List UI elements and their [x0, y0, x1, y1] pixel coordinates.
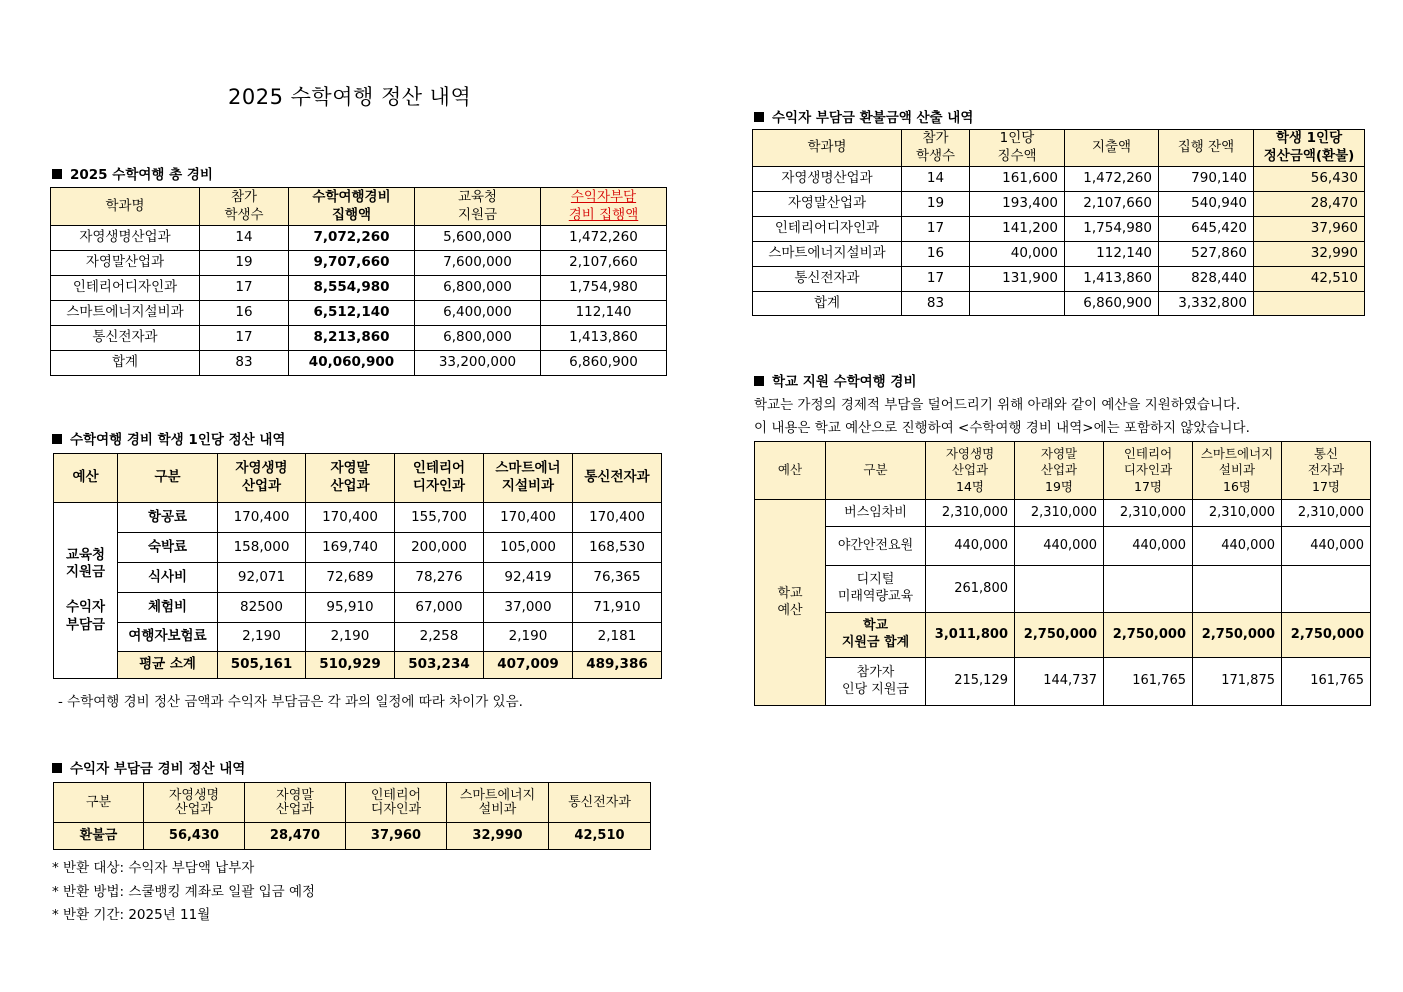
table-cell: 440,000 — [1282, 527, 1371, 566]
table-cell: 1,472,260 — [1065, 167, 1159, 192]
column-header: 1인당 징수액 — [970, 130, 1065, 167]
table-cell: 71,910 — [573, 593, 662, 623]
table-cell: 42,510 — [1254, 267, 1365, 292]
per-student-table — [53, 453, 662, 679]
table-cell: 2,107,660 — [541, 251, 667, 276]
table-cell: 33,200,000 — [415, 351, 541, 376]
table-row — [51, 276, 667, 301]
column-header: 예산 — [755, 442, 826, 500]
row-label: 항공료 — [118, 503, 218, 533]
table-cell: 2,750,000 — [1015, 613, 1104, 658]
column-header: 인테리어 디자인과 — [346, 783, 447, 823]
table-cell: 790,140 — [1159, 167, 1254, 192]
table-cell: 161,765 — [1282, 658, 1371, 706]
row-label: 자영말산업과 — [753, 192, 902, 217]
table-cell: 3,332,800 — [1159, 292, 1254, 316]
table-row — [753, 167, 1365, 192]
section-per-student-heading: 수학여행 경비 학생 1인당 정산 내역 — [52, 428, 285, 448]
table-cell: 32,990 — [1254, 242, 1365, 267]
table-cell: 112,140 — [541, 301, 667, 326]
column-header: 자영생명 산업과 — [218, 454, 306, 503]
table-row — [755, 527, 1371, 566]
table-cell: 200,000 — [395, 533, 484, 563]
table-cell: 42,510 — [549, 823, 651, 850]
refund-note-method: * 반환 방법: 스쿨뱅킹 계좌로 일괄 입금 예정 — [52, 884, 316, 900]
bullet-square-icon — [754, 376, 764, 386]
row-label: 자영말산업과 — [51, 251, 200, 276]
table-cell: 2,181 — [573, 623, 662, 652]
table-cell: 170,400 — [484, 503, 573, 533]
table-cell: 168,530 — [573, 533, 662, 563]
table-cell: 78,276 — [395, 563, 484, 593]
column-header: 스마트에너 지설비과 — [484, 454, 573, 503]
column-header: 인테리어 디자인과 17명 — [1104, 442, 1193, 500]
table-cell: 6,512,140 — [289, 301, 415, 326]
table-cell: 40,060,900 — [289, 351, 415, 376]
column-header: 수학여행경비 집행액 — [289, 188, 415, 226]
budget-group-label: 학교 예산 — [755, 500, 826, 706]
table-cell: 141,200 — [970, 217, 1065, 242]
table-cell: 32,990 — [447, 823, 549, 850]
table-cell: 510,929 — [306, 652, 395, 679]
table-cell: 2,190 — [484, 623, 573, 652]
table-cell: 527,860 — [1159, 242, 1254, 267]
school-description-2: 이 내용은 학교 예산으로 진행하여 <수학여행 경비 내역>에는 포함하지 않았습니다. — [754, 420, 1250, 436]
table-cell: 440,000 — [1104, 527, 1193, 566]
table-cell: 56,430 — [1254, 167, 1365, 192]
table-cell: 2,750,000 — [1282, 613, 1371, 658]
table-cell: 1,413,860 — [541, 326, 667, 351]
column-header: 구분 — [54, 783, 144, 823]
column-header: 자영말 산업과 19명 — [1015, 442, 1104, 500]
sum-row — [755, 613, 1371, 658]
table-cell: 17 — [200, 276, 289, 301]
row-label: 합계 — [51, 351, 200, 376]
table-cell: 8,554,980 — [289, 276, 415, 301]
table-header-row — [51, 188, 667, 226]
table-cell: 6,860,900 — [541, 351, 667, 376]
section-refund-heading: 수익자 부담금 경비 정산 내역 — [52, 757, 245, 777]
table-cell: 37,000 — [484, 593, 573, 623]
table-header-row — [54, 454, 662, 503]
row-label: 여행자보험료 — [118, 623, 218, 652]
row-label: 버스임차비 — [826, 500, 926, 527]
row-label: 인테리어디자인과 — [51, 276, 200, 301]
table-cell: 14 — [902, 167, 970, 192]
table-cell: 440,000 — [926, 527, 1015, 566]
column-header: 스마트에너지 설비과 16명 — [1193, 442, 1282, 500]
table-row — [753, 242, 1365, 267]
column-header: 참가 학생수 — [902, 130, 970, 167]
per-student-row — [755, 658, 1371, 706]
table-cell: 144,737 — [1015, 658, 1104, 706]
row-label: 통신전자과 — [51, 326, 200, 351]
table-cell: 540,940 — [1159, 192, 1254, 217]
table-cell: 1,413,860 — [1065, 267, 1159, 292]
total-expense-table — [50, 187, 667, 376]
table-cell: 3,011,800 — [926, 613, 1015, 658]
table-cell: 2,310,000 — [1193, 500, 1282, 527]
table-cell: 6,860,900 — [1065, 292, 1159, 316]
bullet-square-icon — [52, 434, 62, 444]
school-support-table — [754, 441, 1371, 706]
table-cell: 645,420 — [1159, 217, 1254, 242]
table-cell: 83 — [902, 292, 970, 316]
section-calc-heading: 수익자 부담금 환불금액 산출 내역 — [754, 106, 973, 126]
refund-note-target: * 반환 대상: 수익자 부담액 납부자 — [52, 860, 255, 876]
table-cell: 828,440 — [1159, 267, 1254, 292]
column-header-label: 수익자부담 경비 집행액 — [568, 188, 639, 223]
table-cell: 170,400 — [573, 503, 662, 533]
table-cell: 92,071 — [218, 563, 306, 593]
table-cell: 503,234 — [395, 652, 484, 679]
column-header: 구분 — [118, 454, 218, 503]
table-cell: 92,419 — [484, 563, 573, 593]
table-cell: 19 — [200, 251, 289, 276]
table-cell: 1,472,260 — [541, 226, 667, 251]
table-cell — [1193, 566, 1282, 613]
row-label: 합계 — [753, 292, 902, 316]
table-cell: 7,600,000 — [415, 251, 541, 276]
table-cell: 407,009 — [484, 652, 573, 679]
table-cell: 170,400 — [306, 503, 395, 533]
table-row — [54, 823, 651, 850]
table-cell: 2,750,000 — [1193, 613, 1282, 658]
table-cell: 2,107,660 — [1065, 192, 1159, 217]
bullet-square-icon — [52, 763, 62, 773]
page-title: 2025 수학여행 정산 내역 — [228, 85, 472, 109]
row-label: 체험비 — [118, 593, 218, 623]
column-header: 자영말 산업과 — [245, 783, 346, 823]
column-header: 집행 잔액 — [1159, 130, 1254, 167]
table-cell: 1,754,980 — [541, 276, 667, 301]
row-label: 숙박료 — [118, 533, 218, 563]
table-header-row — [755, 442, 1371, 500]
row-label: 평균 소계 — [118, 652, 218, 679]
column-header: 인테리어 디자인과 — [395, 454, 484, 503]
table-cell: 95,910 — [306, 593, 395, 623]
table-row — [51, 251, 667, 276]
table-header-row — [753, 130, 1365, 167]
refund-table — [53, 782, 651, 850]
row-label: 식사비 — [118, 563, 218, 593]
table-cell: 5,600,000 — [415, 226, 541, 251]
table-cell — [1104, 566, 1193, 613]
table-cell: 7,072,260 — [289, 226, 415, 251]
column-header: 스마트에너지 설비과 — [447, 783, 549, 823]
table-cell: 2,258 — [395, 623, 484, 652]
column-header: 예산 — [54, 454, 118, 503]
table-cell: 2,750,000 — [1104, 613, 1193, 658]
column-header: 통신전자과 — [549, 783, 651, 823]
table-cell: 8,213,860 — [289, 326, 415, 351]
table-cell: 505,161 — [218, 652, 306, 679]
table-cell: 56,430 — [144, 823, 245, 850]
column-header: 참가 학생수 — [200, 188, 289, 226]
average-row — [54, 652, 662, 679]
column-header: 교육청 지원금 — [415, 188, 541, 226]
table-cell: 2,190 — [306, 623, 395, 652]
bullet-square-icon — [52, 169, 62, 179]
table-cell: 37,960 — [1254, 217, 1365, 242]
table-row — [51, 226, 667, 251]
refund-note-period: * 반환 기간: 2025년 11월 — [52, 907, 211, 923]
table-cell: 16 — [902, 242, 970, 267]
row-label: 통신전자과 — [753, 267, 902, 292]
column-header: 자영말 산업과 — [306, 454, 395, 503]
table-cell: 72,689 — [306, 563, 395, 593]
row-label: 인테리어디자인과 — [753, 217, 902, 242]
column-header — [541, 188, 667, 226]
table-row — [753, 267, 1365, 292]
table-cell: 40,000 — [970, 242, 1065, 267]
table-row — [51, 351, 667, 376]
table-row — [753, 292, 1365, 316]
table-cell: 37,960 — [346, 823, 447, 850]
row-label: 스마트에너지설비과 — [753, 242, 902, 267]
table-cell: 6,400,000 — [415, 301, 541, 326]
table-cell: 158,000 — [218, 533, 306, 563]
table-header-row — [54, 783, 651, 823]
table-cell: 1,754,980 — [1065, 217, 1159, 242]
table-cell: 17 — [902, 217, 970, 242]
table-cell: 6,800,000 — [415, 276, 541, 301]
column-header: 구분 — [826, 442, 926, 500]
table-cell: 83 — [200, 351, 289, 376]
table-row — [753, 192, 1365, 217]
table-cell: 2,310,000 — [926, 500, 1015, 527]
table-cell: 112,140 — [1065, 242, 1159, 267]
table-row — [51, 301, 667, 326]
row-label: 자영생명산업과 — [51, 226, 200, 251]
table-cell: 76,365 — [573, 563, 662, 593]
budget-group-label: 교육청 지원금 수익자 부담금 — [54, 503, 118, 679]
table-row — [54, 563, 662, 593]
table-cell: 169,740 — [306, 533, 395, 563]
table-cell: 2,310,000 — [1104, 500, 1193, 527]
table-cell: 161,600 — [970, 167, 1065, 192]
table-cell: 67,000 — [395, 593, 484, 623]
table-cell: 16 — [200, 301, 289, 326]
table-row — [755, 500, 1371, 527]
bullet-square-icon — [754, 112, 764, 122]
table-row — [755, 566, 1371, 613]
school-description-1: 학교는 가정의 경제적 부담을 덜어드리기 위해 아래와 같이 예산을 지원하였습니다. — [754, 397, 1241, 413]
row-label: 환불금 — [54, 823, 144, 850]
table-cell: 28,470 — [1254, 192, 1365, 217]
table-cell: 131,900 — [970, 267, 1065, 292]
table-cell: 6,800,000 — [415, 326, 541, 351]
table-cell: 440,000 — [1193, 527, 1282, 566]
table-cell: 171,875 — [1193, 658, 1282, 706]
table-cell: 161,765 — [1104, 658, 1193, 706]
section-total-heading: 2025 수학여행 총 경비 — [52, 163, 213, 183]
table-row — [54, 593, 662, 623]
table-cell: 2,310,000 — [1282, 500, 1371, 527]
table-cell — [1282, 566, 1371, 613]
column-header: 통신 전자과 17명 — [1282, 442, 1371, 500]
row-label: 학교 지원금 합계 — [826, 613, 926, 658]
table-cell: 9,707,660 — [289, 251, 415, 276]
table-cell: 17 — [902, 267, 970, 292]
table-cell: 193,400 — [970, 192, 1065, 217]
column-header: 자영생명 산업과 — [144, 783, 245, 823]
table-cell — [1254, 292, 1365, 316]
table-cell: 170,400 — [218, 503, 306, 533]
refund-calc-table — [752, 129, 1365, 316]
table-cell — [1015, 566, 1104, 613]
table-cell: 2,190 — [218, 623, 306, 652]
table-cell: 440,000 — [1015, 527, 1104, 566]
table-cell: 489,386 — [573, 652, 662, 679]
table-cell: 215,129 — [926, 658, 1015, 706]
table-cell: 28,470 — [245, 823, 346, 850]
table-cell: 14 — [200, 226, 289, 251]
column-header: 학과명 — [51, 188, 200, 226]
row-label: 야간안전요원 — [826, 527, 926, 566]
row-label: 스마트에너지설비과 — [51, 301, 200, 326]
table-row — [54, 533, 662, 563]
per-student-note: - 수학여행 경비 정산 금액과 수익자 부담금은 각 과의 일정에 따라 차이가 있음. — [58, 694, 523, 710]
table-cell: 261,800 — [926, 566, 1015, 613]
table-cell: 17 — [200, 326, 289, 351]
table-row — [54, 503, 662, 533]
column-header: 학생 1인당 정산금액(환불) — [1254, 130, 1365, 167]
column-header: 통신전자과 — [573, 454, 662, 503]
row-label: 디지털 미래역량교육 — [826, 566, 926, 613]
column-header: 학과명 — [753, 130, 902, 167]
table-cell: 82500 — [218, 593, 306, 623]
table-cell: 155,700 — [395, 503, 484, 533]
column-header: 지출액 — [1065, 130, 1159, 167]
row-label: 참가자 인당 지원금 — [826, 658, 926, 706]
row-label: 자영생명산업과 — [753, 167, 902, 192]
table-row — [753, 217, 1365, 242]
column-header: 자영생명 산업과 14명 — [926, 442, 1015, 500]
section-school-heading: 학교 지원 수학여행 경비 — [754, 370, 917, 390]
table-cell: 2,310,000 — [1015, 500, 1104, 527]
table-cell: 19 — [902, 192, 970, 217]
table-row — [54, 623, 662, 652]
table-row — [51, 326, 667, 351]
table-cell — [970, 292, 1065, 316]
table-cell: 105,000 — [484, 533, 573, 563]
